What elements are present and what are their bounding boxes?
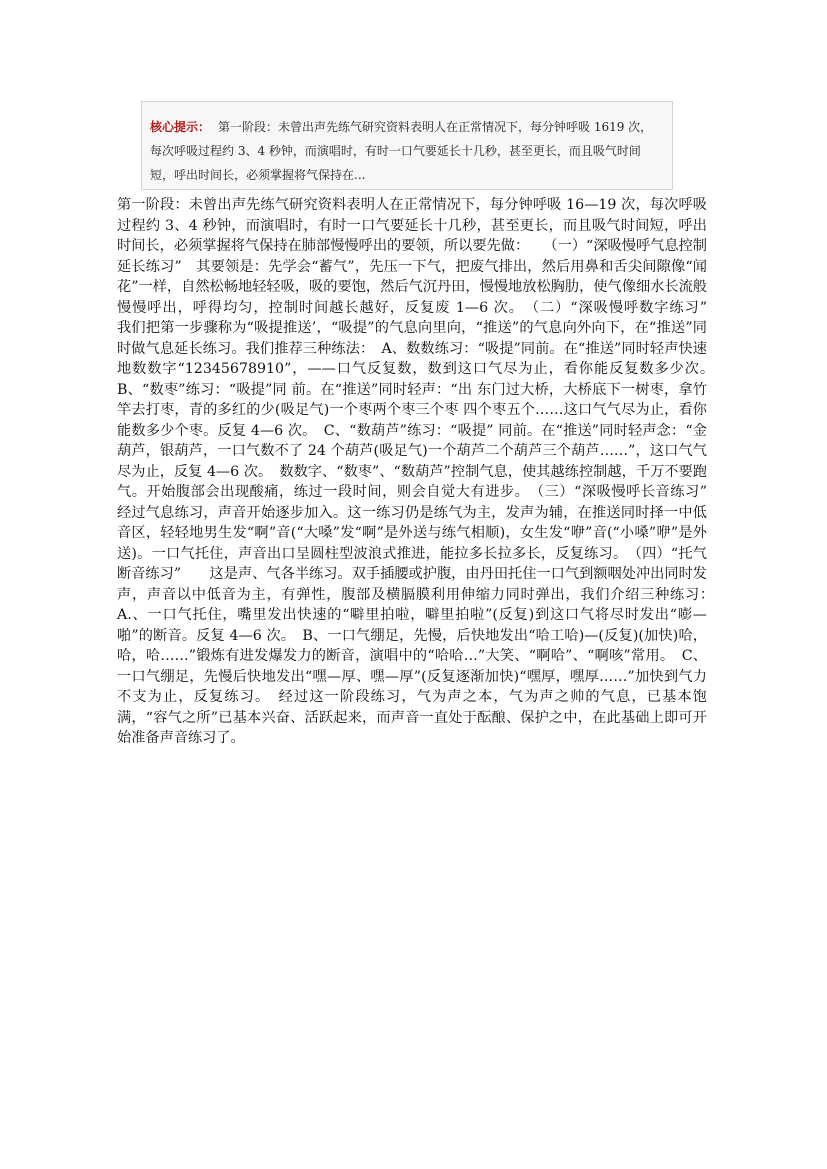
article-body: 第一阶段：未曾出声先练气研究资料表明人在正常情况下，每分钟呼吸 16—19 次，每次呼吸过程约 3、4 秒钟，而演唱时，有时一口气要延长十几秒，甚至更长，而且吸气时间短，呼出时间长，必须掌握将气保持在肺部慢慢呼出的要领，所以要先做： （一）“深吸慢呼气息控制延长练习” 其要领是：先学会“蓄气”，先压一下气，把废气排出，然后用鼻和舌尖间隙像“闻花”一样，自然松畅地轻轻吸，吸的要饱，然后气沉丹田，慢慢地放松胸肋，使气像细水长流般慢慢呼出，呼得均匀，控制时间越长越好，反复废 1—6 次。 （二）“深吸慢呼数字练习” 我们把第一步骤称为“吸提推送’，“吸提”的气息向里向，“推送”的气息向外向下，在“推送”同时做气息延长练习。我们推荐三种练法： A、数数练习：“吸提”同前。在“推送”同时轻声快速地数数字“12345678910”，——口气反复数，数到这口气尽为止，看你能反复数多少次。 B、“数枣”练习：“吸提”同 前。在“推送”同时轻声：“出 东门过大桥，大桥底下一树枣，拿竹竿去打枣，青的多红的少(吸足气)一个枣两个枣三个枣 四个枣五个……这口气气尽为止，看你能数多少个枣。反复 4—6 次。 C、“数葫芦”练习：“吸提” 同前。在“推送”同时轻声念：“金葫芦，银葫芦，一口气数不了 24 个葫芦(吸足气)一个葫芦二个葫芦三个葫芦……”，这口气气尽为止，反复 4—6 次。 数数字、“数枣”、“数葫芦”控制气息，使其越练控制越，千万不要跑气。开始腹部会出现酸痛，练过一段时间，则会自觉大有进步。 （三）“深吸慢呼长音练习” 经过气息练习，声音开始逐步加入。这一练习仍是练气为主，发声为辅，在推送同时择一中低音区，轻轻地男生发“啊”音(“大嗓”发“啊”是外送与练气相顺)，女生发“咿”音(“小嗓”咿”是外送)。一口气托住，声音出口呈圆柱型波浪式推进，能拉多长拉多长，反复练习。 （四）“托气断音练习” 这是声、气各半练习。双手插腰或护腹，由丹田托住一口气到额咽处冲出同时发声，声音以中低音为主，有弹性，腹部及横膈膜利用伸缩力同时弹出，我们介绍三种练习： A.、一口气托住，嘴里发出快速的“噼里拍啦，噼里拍啦”(反复)到这口气将尽时发出“嘭—啪”的断音。反复 4—6 次。 B、一口气绷足，先慢，后快地发出“哈工哈)—(反复)(加快)哈，哈，哈……”锻炼有进发爆发力的断音，演唱中的“哈哈…”大笑、“啊哈”、“啊咳”常用。 C、一口气绷足，先慢后快地发出“嘿—厚、嘿—厚”(反复逐渐加快)“嘿厚，嘿厚……”加快到气力不支为止，反复练习。 经过这一阶段练习，气为声之本，气为声之帅的气息，已基本饱满，“容气之所”已基本兴奋、活跃起来，而声音一直处于酝酿、保护之中，在此基础上即可开始准备声音练习了。 (117, 197, 736, 746)
summary-box (141, 101, 673, 190)
summary-text: 第一阶段：未曾出声先练气研究资料表明人在正常情况下，每分钟呼吸 1619 次，每次呼吸过程约 3、4 秒钟，而演唱时，有时一口气要延长十几秒，甚至更长，而且吸气时间短，呼出时间长，必须掌握将气保持在... (150, 120, 653, 182)
summary-label: 核心提示： (150, 120, 211, 134)
